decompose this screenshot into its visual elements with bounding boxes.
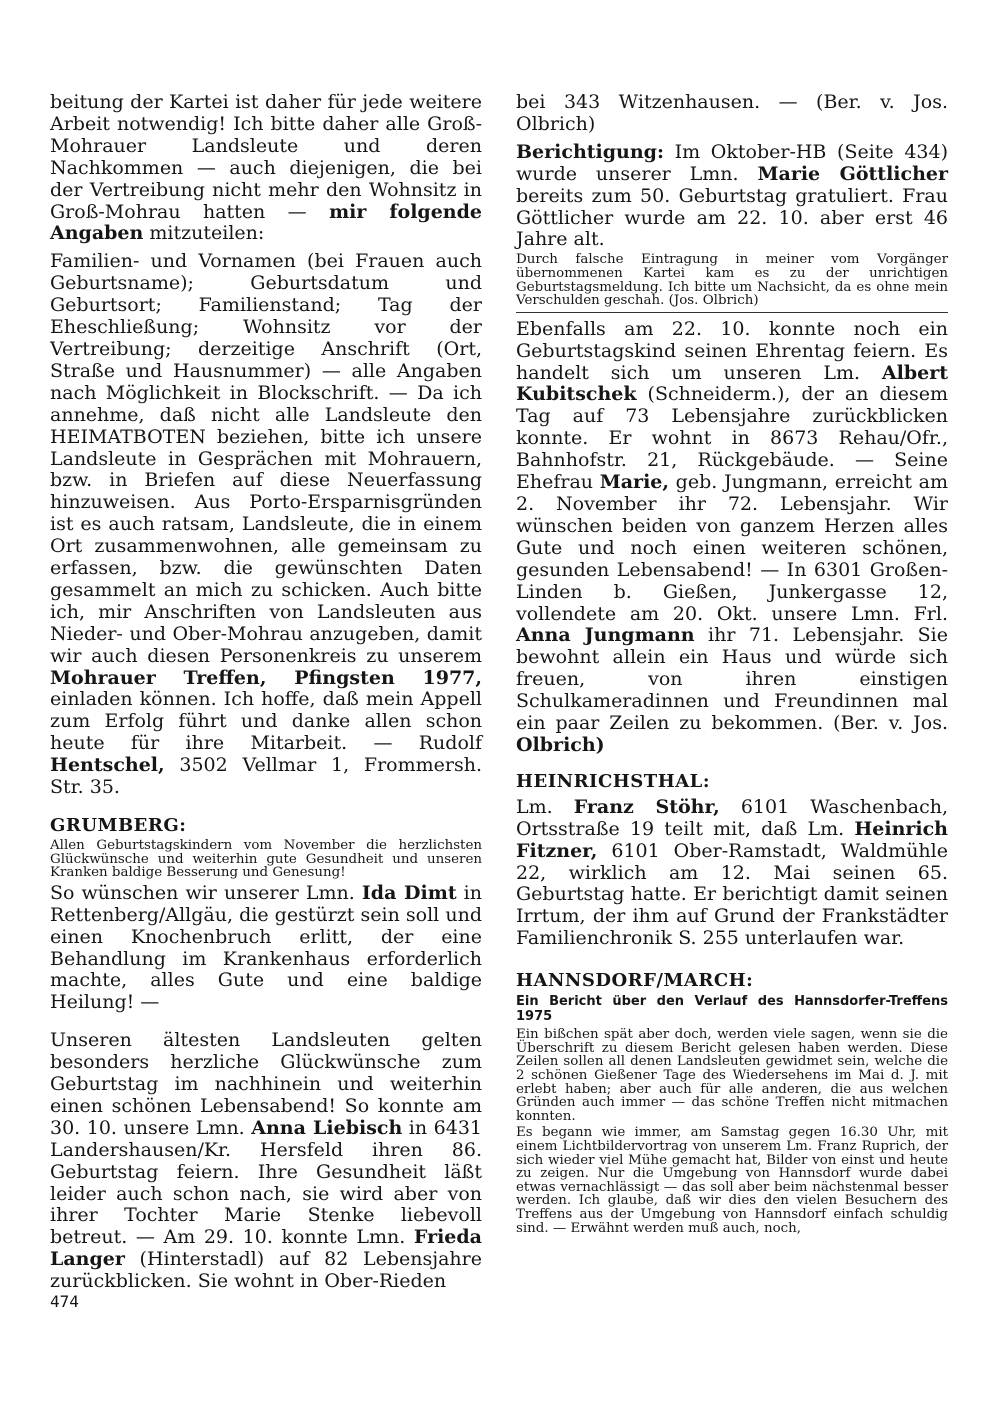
paragraph-kartei (50, 92, 482, 245)
text: in 6431 Landershausen/Kr. Hersfeld ihren 86. Geburtstag feiern. Ihre Gesundheit läßt leider auch schon nach, sie wird aber von ihrer Tochter Marie Stenke liebevoll betreut. — Am 29. 10. konnte Lmn. (50, 1116, 483, 1249)
text: geb. Jungmann, erreicht am 2. November ihr 72. Lebensjahr. Wir wünschen beiden von ganzem Herzen alles Gute und noch einen weiteren schönen, gesunden Lebensabend! — In 6301 Großen-Linden b. Gießen, Junkergasse 12, vollendete am 20. Okt. unsere Lmn. Frl. (516, 471, 949, 625)
small-correction-note: Durch falsche Eintragung in meiner vom Vorgänger übernommenen Kartei kam es zu der unrichtigen Geburtstagsmeldung. Ich bitte um Nachsicht, da es ohne mein Verschulden geschah. (Jos. Olbrich) (516, 252, 948, 309)
bold-text: Heinrich Fitzner, (516, 817, 948, 862)
page-number: 474 (50, 1292, 79, 1311)
text: Unseren ältesten Landsleuten gelten besonders herzliche Glückwünsche zum Geburtstag im nachhinein und weiterhin einen schönen Lebensabend! So konnte am 30. 10. unsere Lmn. (50, 1029, 482, 1139)
text: bereits zum 50. Geburtstag gratuliert. Frau Göttlicher wurde am 22. 10. aber erst 46 Jahre alt. (516, 184, 948, 251)
bold-text: Olbrich) (516, 733, 605, 756)
bold-text: Mohrauer Treffen, Pfingsten 1977, (50, 666, 482, 689)
bold-text: Marie, (599, 471, 669, 494)
bold-text: Ida Dimt (361, 881, 457, 904)
text: 6101 Ober-Ramstadt, Waldmühle 22, wirklich am 12. Mai seinen 65. Geburtstag hatte. Er berichtigt damit seinen Irrtum, der ihm auf Grund der Frankstädter Familienchronik S. 255 unterlaufen war. (516, 839, 948, 950)
text: Familien- und Vornamen (bei Frauen auch Geburtsname); Geburtsdatum und Geburtsort; Familienstand; Tag der Eheschließung; Wohnsitz vor der Vertreibung; derzeitige Anschrift (Ort, Straße und Hausnummer) — alle Angaben nach Möglichkeit in Blockschrift. — Da ich annehme, daß nicht alle Landsleute den HEIMATBOTEN beziehen, bitte ich unsere Landsleute in Gesprächen mit Mohrauern, bzw. in Briefen auf diese Neuerfassung hinzuweisen. Aus Porto-Ersparnisgründen ist es auch ratsam, Landsleute, die in einem Ort zusammenwohnen, alle gemeinsam zu erfassen, bzw. die gewünschten Daten gesammelt an mich zu schicken. Auch bitte ich, mir Anschriften von Landsleuten aus Nieder- und Ober-Mohrau anzugeben, damit wir auch diesen Personenkreis zu unserem (50, 250, 482, 667)
paragraph-berichtigung (516, 142, 948, 252)
bold-text: Berichtigung: (516, 140, 664, 163)
bold-text: Marie Göttlicher (757, 162, 948, 185)
bold-text: Franz Stöhr, (573, 795, 720, 818)
right-column (516, 92, 948, 1238)
text: beitung der Kartei ist daher für jede weitere Arbeit notwendig! Ich bitte daher alle Groß-Mohrauer Landsleute und deren Nachkommen — auch diejenigen, die bei der Vertreibung nicht mehr den Wohnsitz in Groß-Mohrau hatten — (50, 91, 482, 223)
section-heading-hannsdorf: HANNSDORF/MARCH: (516, 970, 754, 992)
section-heading-heinrichsthal: HEINRICHSTHAL: (516, 770, 710, 792)
small-report-paragraph: Ein bißchen spät aber doch, werden viele sagen, wenn sie die Überschrift zu diesem Bericht gelesen haben werden. Diese Zeilen sollen all denen Landsleuten gewidmet sein, welche die 2 schönen Gießener Tage des Wiedersehens im Mai d. J. mit erlebt haben; aber auch für alle anderen, die aus welchen Gründen auch immer — das schöne Treffen nicht mitmachen konnten. (516, 1027, 948, 1124)
text: So wünschen wir unserer Lmn. (50, 881, 362, 904)
section-heading-grumberg: GRUMBERG: (50, 815, 187, 836)
bold-text: Albert Kubitschek (516, 361, 948, 406)
small-report-paragraph: Es begann wie immer, am Samstag gegen 16.30 Uhr, mit einem Lichtbildervortrag von unserem Lm. Franz Ruprich, der sich wieder viel Mühe gemacht hat, Bilder von einst und heute zu zeigen. Nur die Umgebung von Hannsdorf wurde dabei etwas vernachlässigt — das soll aber beim nächstenmal besser werden. Ich glaube, daß wir dies den vielen Besuchern des Treffens aus der Umgebung von Hannsdorf einfach schuldig sind. — Erwähnt werden muß auch, noch, (516, 1125, 948, 1236)
small-notice: Allen Geburtstagskindern vom November die herzlichsten Glückwünsche und weiterhin gute Gesundheit und unseren Kranken baldige Besserung und Genesung! (50, 838, 482, 881)
text: 6101 Waschenbach, Ortsstraße 19 teilt mit, daß Lm. (516, 795, 949, 840)
text: (Schneiderm.), der an diesem Tag auf 73 Lebensjahre zurückblicken konnte. Er wohnt in 8673 Rehau/Ofr., Bahnhofstr. 21, Rückgebäude. — Seine Ehefrau (516, 383, 948, 494)
paragraph-angaben (50, 251, 482, 799)
text: 3502 Vellmar 1, Frommersh. Str. 35. (50, 754, 482, 799)
paragraph-witzenhausen: bei 343 Witzenhausen. — (Ber. v. Jos. Olbrich) (516, 91, 948, 135)
bold-text: Anna Liebisch (251, 1116, 403, 1139)
text: Im Oktober-HB (Seite 434) wurde unserer Lmn. (516, 140, 948, 185)
text: mitzuteilen: (143, 222, 265, 245)
paragraph-stoehr (516, 797, 948, 950)
bold-text: Frieda Langer (50, 1226, 482, 1271)
bold-text: Hentschel, (50, 754, 165, 777)
divider (516, 312, 948, 313)
paragraph-ida-dimt (50, 883, 482, 1014)
bold-text: mir folgende Angaben (50, 200, 482, 245)
article-subheading: Ein Bericht über den Verlauf des Hannsdorfer-Treffens 1975 (516, 994, 948, 1025)
text: Lm. (516, 795, 574, 818)
text: ihr 71. Lebensjahr. Sie bewohnt allein ein Haus und würde sich freuen, von ihren einstigen Schulkameradinnen und Freundinnen mal ein paar Zeilen zu bekommen. (Ber. v. Jos. (516, 624, 948, 735)
left-column (50, 92, 482, 1293)
text: (Hinterstadl) auf 82 Lebensjahre zurückblicken. Sie wohnt in Ober-Rieden (50, 1248, 482, 1293)
paragraph-kubitschek (516, 319, 948, 757)
paragraph-aeltesten (50, 1030, 482, 1293)
bold-text: Anna Jungmann (516, 624, 695, 647)
text: einladen können. Ich hoffe, daß mein Appell zum Erfolg führt und danke allen schon heute für ihre Mitarbeit. — Rudolf (50, 688, 482, 755)
text: in Rettenberg/Allgäu, die gestürzt sein soll und einen Knochenbruch erlitt, der eine Behandlung im Krankenhaus erforderlich machte, alles Gute und eine baldige Heilung! — (50, 881, 482, 1014)
text: Ebenfalls am 22. 10. konnte noch ein Geburtstagskind seinen Ehrentag feiern. Es handelt sich um unseren Lm. (516, 317, 948, 384)
